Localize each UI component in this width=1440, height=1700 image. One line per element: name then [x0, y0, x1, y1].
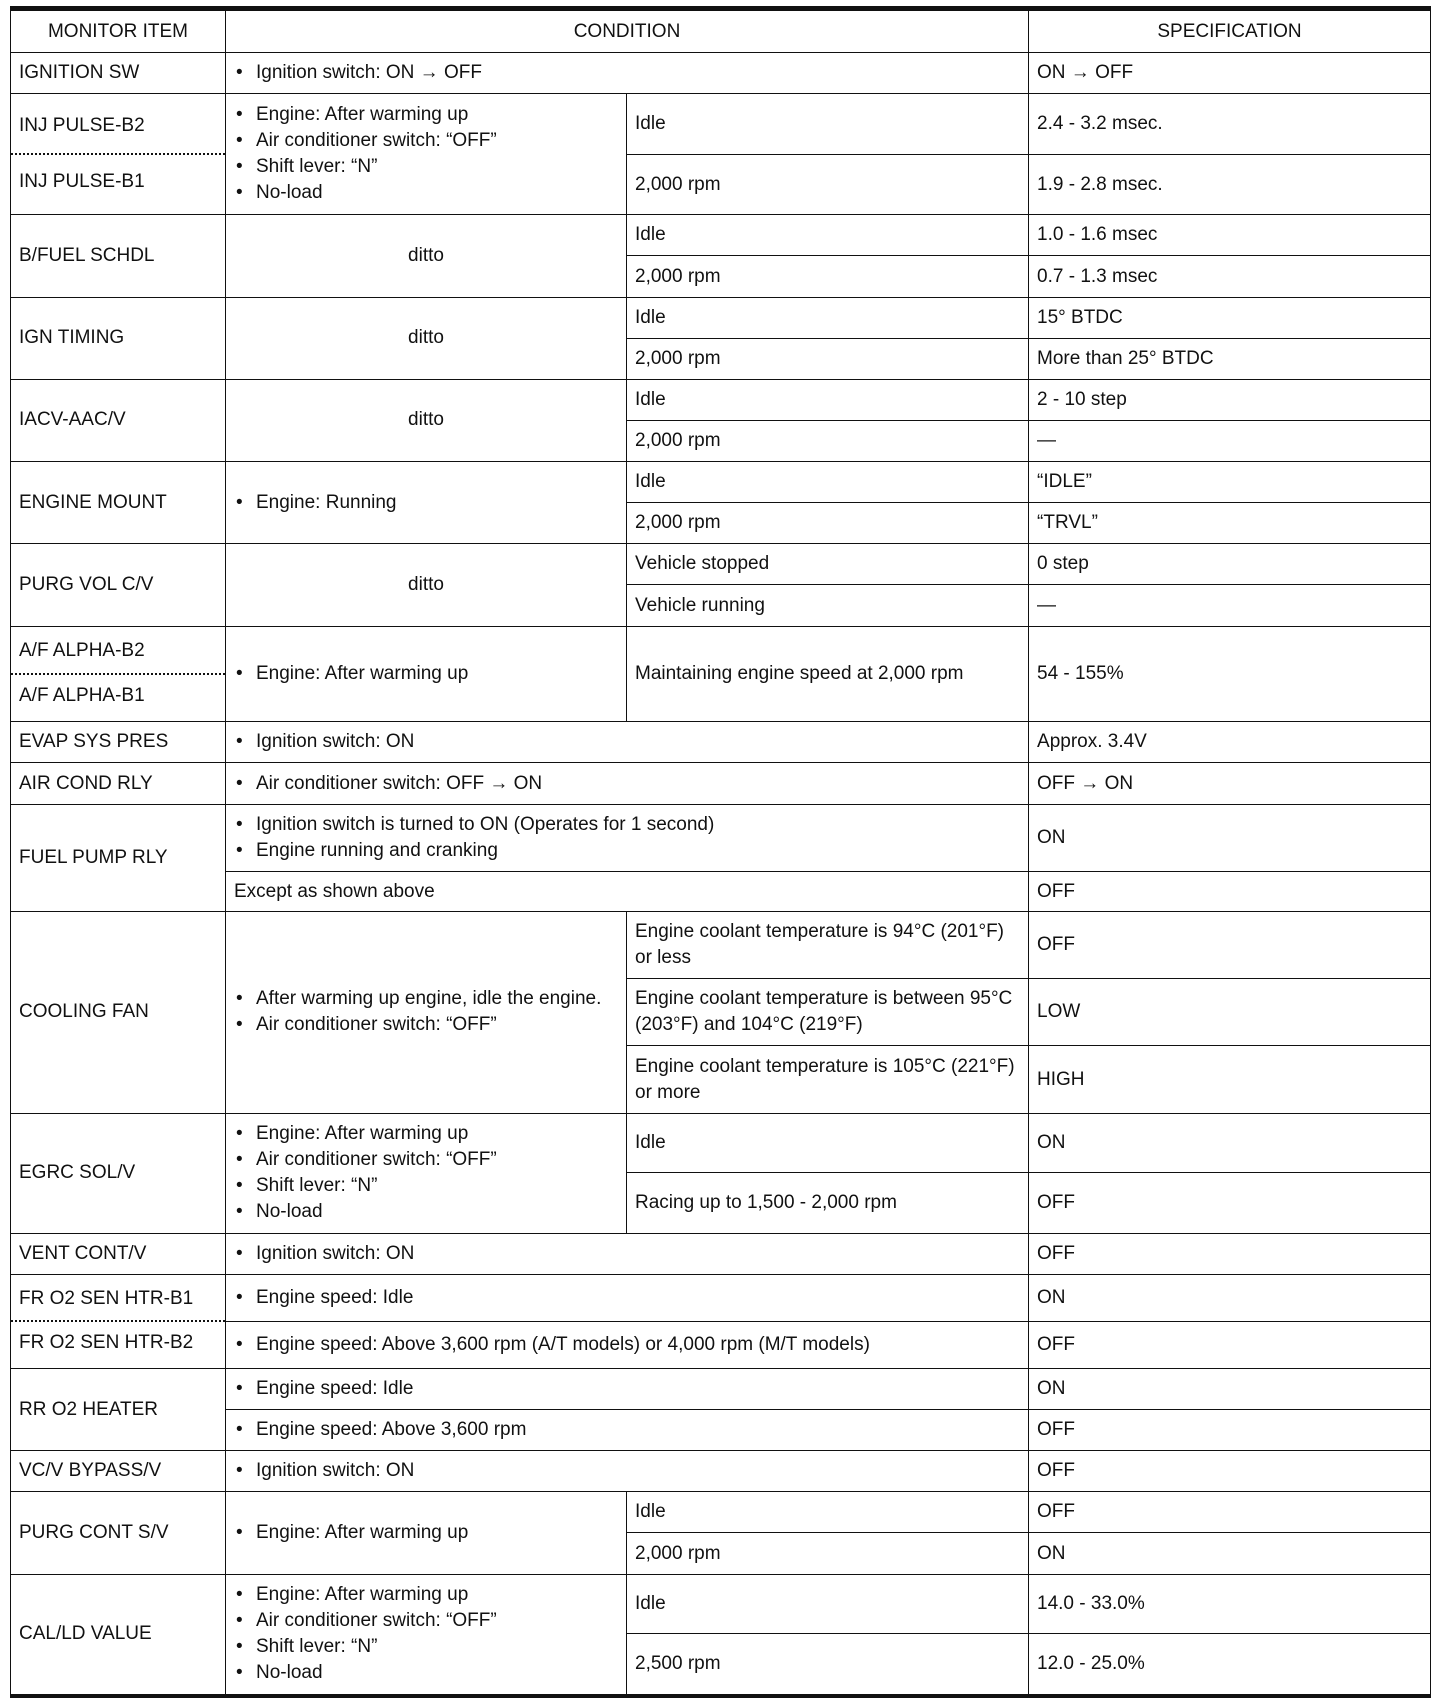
condition-item: • Ignition switch: ON → OFF — [234, 60, 1020, 86]
specification-value: HIGH — [1029, 1046, 1431, 1113]
condition-item: • Ignition switch: ON — [234, 1458, 1020, 1484]
condition-list — [234, 1376, 1020, 1402]
sub-condition: Idle — [627, 1492, 1029, 1533]
table-row — [11, 1113, 1431, 1173]
table-row — [11, 626, 1431, 721]
monitor-item: INJ PULSE-B1 — [11, 153, 225, 210]
monitor-item: IACV-AAC/V — [11, 379, 226, 461]
table-row — [11, 1574, 1431, 1634]
specification-value: 0.7 - 1.3 msec — [1029, 256, 1431, 297]
monitor-item: EGRC SOL/V — [11, 1113, 226, 1233]
condition-cell — [226, 805, 1029, 872]
sub-condition: 2,000 rpm — [627, 155, 1029, 215]
condition-item: • Ignition switch: ON — [234, 729, 1020, 755]
condition-list — [234, 771, 1020, 797]
condition-item: • Engine: After warming up — [234, 661, 618, 687]
monitor-item: PURG VOL C/V — [11, 544, 226, 626]
table-row — [11, 297, 1431, 338]
condition-cell — [226, 215, 627, 297]
condition-cell — [226, 1113, 627, 1233]
sub-condition: Idle — [627, 297, 1029, 338]
condition-cell — [226, 379, 627, 461]
table-row — [11, 1368, 1431, 1409]
condition-item: • Shift lever: “N” — [234, 1173, 618, 1199]
condition-item: • Engine speed: Above 3,600 rpm — [234, 1417, 1020, 1443]
condition-item: • After warming up engine, idle the engine. — [234, 986, 618, 1012]
monitor-item: ENGINE MOUNT — [11, 462, 226, 544]
condition-item: • Engine: After warming up — [234, 1520, 618, 1546]
table-row — [11, 1233, 1431, 1274]
monitor-spec-table — [10, 6, 1431, 1698]
specification-value: ON → OFF — [1029, 53, 1431, 94]
monitor-item: RR O2 HEATER — [11, 1368, 226, 1450]
condition-cell — [226, 1274, 1029, 1321]
monitor-item: FR O2 SEN HTR-B2 — [11, 1320, 225, 1364]
condition-list — [234, 1332, 1020, 1358]
specification-value: More than 25° BTDC — [1029, 338, 1431, 379]
monitor-item: FR O2 SEN HTR-B1 — [19, 1288, 194, 1310]
specification-value: OFF — [1029, 872, 1431, 912]
condition-text: Except as shown above — [234, 880, 435, 902]
condition-item: • Shift lever: “N” — [234, 154, 618, 180]
specification-value: “IDLE” — [1029, 462, 1431, 503]
condition-cell — [226, 1321, 1029, 1368]
monitor-item-cell — [11, 1274, 226, 1368]
specification-value: 1.0 - 1.6 msec — [1029, 215, 1431, 256]
specification-value: ON — [1029, 1113, 1431, 1173]
sub-condition: Idle — [627, 1574, 1029, 1634]
header-row — [11, 9, 1431, 53]
condition-text: ditto — [408, 409, 444, 431]
table-row — [11, 1274, 1431, 1321]
header-monitor-item: MONITOR ITEM — [11, 9, 226, 53]
condition-item: • No-load — [234, 1660, 618, 1686]
condition-item: • Engine speed: Idle — [234, 1376, 1020, 1402]
specification-value: ON — [1029, 1533, 1431, 1574]
condition-item: • No-load — [234, 180, 618, 206]
monitor-item: A/F ALPHA-B2 — [19, 640, 145, 662]
condition-item: • Engine speed: Above 3,600 rpm (A/T models) or 4,000 rpm (M/T models) — [234, 1332, 1020, 1358]
condition-item: • Engine: After warming up — [234, 102, 618, 128]
condition-item: • Engine: After warming up — [234, 1121, 618, 1147]
sub-condition: Maintaining engine speed at 2,000 rpm — [627, 626, 1029, 721]
condition-cell — [226, 53, 1029, 94]
monitor-item: CAL/LD VALUE — [11, 1574, 226, 1696]
table-row — [11, 721, 1431, 762]
condition-text: ditto — [408, 327, 444, 349]
condition-text: ditto — [408, 244, 444, 266]
table-row — [11, 805, 1431, 872]
specification-value: — — [1029, 585, 1431, 626]
sub-condition: Idle — [627, 1113, 1029, 1173]
monitor-item: B/FUEL SCHDL — [11, 215, 226, 297]
monitor-item-cell — [11, 94, 226, 215]
specification-value: OFF — [1029, 1451, 1431, 1492]
condition-cell — [226, 1368, 1029, 1409]
sub-condition: 2,000 rpm — [627, 420, 1029, 461]
table-row — [11, 53, 1431, 94]
condition-cell — [226, 721, 1029, 762]
monitor-item: PURG CONT S/V — [11, 1492, 226, 1574]
condition-list — [234, 102, 618, 206]
sub-condition: Idle — [627, 379, 1029, 420]
condition-item: • Air conditioner switch: “OFF” — [234, 1608, 618, 1634]
condition-cell — [226, 1492, 627, 1574]
specification-value: OFF — [1029, 1321, 1431, 1368]
specification-value: ON — [1029, 1274, 1431, 1321]
specification-value: OFF — [1029, 1410, 1431, 1451]
condition-cell — [226, 1574, 627, 1696]
sub-condition: Idle — [627, 94, 1029, 155]
monitor-item: FUEL PUMP RLY — [11, 805, 226, 912]
sub-condition: 2,000 rpm — [627, 256, 1029, 297]
specification-value: OFF → ON — [1029, 762, 1431, 804]
condition-list — [234, 1285, 1020, 1311]
specification-value: OFF — [1029, 1233, 1431, 1274]
table-row — [11, 1492, 1431, 1533]
condition-item: • Air conditioner switch: “OFF” — [234, 128, 618, 154]
condition-cell — [226, 1233, 1029, 1274]
monitor-item-cell — [11, 626, 226, 721]
condition-item: • Air conditioner switch: “OFF” — [234, 1147, 618, 1173]
monitor-item: IGN TIMING — [11, 297, 226, 379]
condition-list — [234, 729, 1020, 755]
condition-item: • Engine running and cranking — [234, 838, 1020, 864]
specification-value: 1.9 - 2.8 msec. — [1029, 155, 1431, 215]
table-body — [11, 53, 1431, 1697]
table-row — [11, 762, 1431, 804]
condition-item: • No-load — [234, 1199, 618, 1225]
specification-value: 0 step — [1029, 544, 1431, 585]
condition-cell — [226, 462, 627, 544]
sub-condition: 2,000 rpm — [627, 1533, 1029, 1574]
header-specification: SPECIFICATION — [1029, 9, 1431, 53]
specification-value: 54 - 155% — [1029, 626, 1431, 721]
condition-cell — [226, 94, 627, 215]
specification-value: OFF — [1029, 1173, 1431, 1234]
table-row — [11, 912, 1431, 979]
monitor-item: EVAP SYS PRES — [11, 721, 226, 762]
condition-item: • Engine: After warming up — [234, 1582, 618, 1608]
monitor-item: VENT CONT/V — [11, 1233, 226, 1274]
condition-item: • Ignition switch: ON — [234, 1241, 1020, 1267]
condition-list — [234, 1458, 1020, 1484]
sub-condition: Engine coolant temperature is 94°C (201°F) or less — [627, 912, 1029, 979]
sub-condition: Idle — [627, 462, 1029, 503]
specification-value: ON — [1029, 1368, 1431, 1409]
specification-value: OFF — [1029, 1492, 1431, 1533]
condition-text: ditto — [408, 573, 444, 595]
condition-cell — [226, 1410, 1029, 1451]
table-row — [11, 94, 1431, 155]
specification-value: OFF — [1029, 912, 1431, 979]
sub-condition: 2,000 rpm — [627, 338, 1029, 379]
condition-list — [234, 1121, 618, 1225]
condition-list — [234, 1582, 618, 1686]
condition-list — [234, 60, 1020, 86]
monitor-item: AIR COND RLY — [11, 762, 226, 804]
monitor-item: A/F ALPHA-B1 — [11, 673, 225, 718]
specification-value: ON — [1029, 805, 1431, 872]
condition-list — [234, 1241, 1020, 1267]
monitor-item: VC/V BYPASS/V — [11, 1451, 226, 1492]
table-row — [11, 215, 1431, 256]
condition-list — [234, 1520, 618, 1546]
sub-condition: Vehicle stopped — [627, 544, 1029, 585]
sub-condition: Engine coolant temperature is between 95°C (203°F) and 104°C (219°F) — [627, 979, 1029, 1046]
sub-condition: 2,000 rpm — [627, 503, 1029, 544]
monitor-item: IGNITION SW — [11, 53, 226, 94]
table-row — [11, 379, 1431, 420]
condition-item: • Air conditioner switch: “OFF” — [234, 1012, 618, 1038]
sub-condition: Vehicle running — [627, 585, 1029, 626]
condition-item: • Ignition switch is turned to ON (Operates for 1 second) — [234, 812, 1020, 838]
specification-value: “TRVL” — [1029, 503, 1431, 544]
condition-item: • Engine: Running — [234, 490, 618, 516]
specification-value: 14.0 - 33.0% — [1029, 1574, 1431, 1634]
monitor-item: COOLING FAN — [11, 912, 226, 1113]
condition-list — [234, 661, 618, 687]
condition-cell — [226, 297, 627, 379]
specification-value: Approx. 3.4V — [1029, 721, 1431, 762]
specification-value: LOW — [1029, 979, 1431, 1046]
condition-cell — [226, 762, 1029, 804]
condition-item: • Engine speed: Idle — [234, 1285, 1020, 1311]
condition-cell — [226, 872, 1029, 912]
specification-value: 2 - 10 step — [1029, 379, 1431, 420]
specification-value: — — [1029, 420, 1431, 461]
sub-condition: Idle — [627, 215, 1029, 256]
sub-condition: 2,500 rpm — [627, 1634, 1029, 1696]
condition-cell — [226, 1451, 1029, 1492]
specification-value: 2.4 - 3.2 msec. — [1029, 94, 1431, 155]
condition-cell — [226, 626, 627, 721]
specification-value: 15° BTDC — [1029, 297, 1431, 338]
condition-cell — [226, 544, 627, 626]
specification-value: 12.0 - 25.0% — [1029, 1634, 1431, 1696]
monitor-item: INJ PULSE-B2 — [19, 114, 145, 136]
condition-list — [234, 986, 618, 1038]
condition-cell — [226, 912, 627, 1113]
table-row — [11, 462, 1431, 503]
sub-condition: Racing up to 1,500 - 2,000 rpm — [627, 1173, 1029, 1234]
condition-list — [234, 490, 618, 516]
condition-list — [234, 812, 1020, 864]
header-condition: CONDITION — [226, 9, 1029, 53]
table-row — [11, 1451, 1431, 1492]
table-row — [11, 544, 1431, 585]
condition-item: • Shift lever: “N” — [234, 1634, 618, 1660]
condition-item: • Air conditioner switch: OFF → ON — [234, 771, 1020, 797]
condition-list — [234, 1417, 1020, 1443]
sub-condition: Engine coolant temperature is 105°C (221°F) or more — [627, 1046, 1029, 1113]
